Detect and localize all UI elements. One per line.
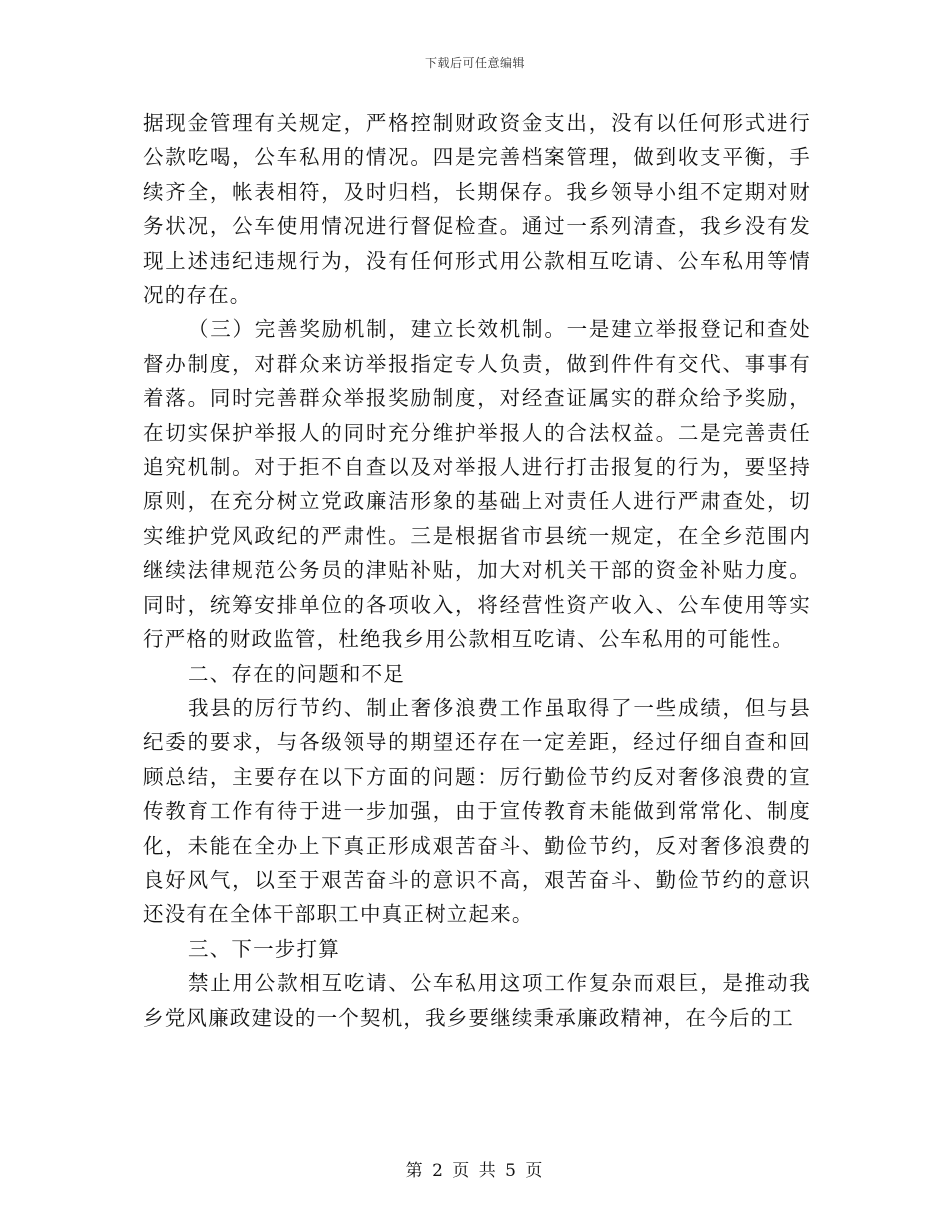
- section-heading-problems: 二、存在的问题和不足: [188, 661, 405, 686]
- page-number-footer: 第 2 页 共 5 页: [405, 1161, 545, 1181]
- paragraph-continuation: 据现金管理有关规定，严格控制财政资金支出，没有以任何形式进行公款吃喝，公车私用的情况。四是完善档案管理，做到收支平衡，手续齐全，帐表相符，及时归档，长期保存。我乡领导小组不定期对财务状况，公车使用情况进行督促检查。通过一系列清查，我乡没有发现上述违纪违规行为，没有任何形式用公款相互吃请、公车私用等情况的存在。: [143, 111, 811, 308]
- paragraph-next-steps: 禁止用公款相互吃请、公车私用这项工作复杂而艰巨，是推动我乡党风廉政建设的一个契机，我乡要继续秉承廉政精神，在今后的工: [143, 971, 811, 1030]
- section-heading-next-steps: 三、下一步打算: [188, 936, 340, 961]
- paragraph-problems: 我县的厉行节约、制止奢侈浪费工作虽取得了一些成绩，但与县纪委的要求，与各级领导的期望还存在一定差距，经过仔细自查和回顾总结，主要存在以下方面的问题：厉行勤俭节约反对奢侈浪费的宣传教育工作有待于进一步加强，由于宣传教育未能做到常常化、制度化，未能在全办上下真正形成艰苦奋斗、勤俭节约，反对奢侈浪费的良好风气，以至于艰苦奋斗的意识不高，艰苦奋斗、勤俭节约的意识还没有在全体干部职工中真正树立起来。: [143, 695, 811, 927]
- document-body: [143, 106, 811, 1035]
- page-header: 下载后可任意编辑: [424, 56, 525, 70]
- paragraph-incentive-mechanism: （三）完善奖励机制，建立长效机制。一是建立举报登记和查处督办制度，对群众来访举报指定专人负责，做到件件有交代、事事有着落。同时完善群众举报奖励制度，对经查证属实的群众给予奖励，在切实保护举报人的同时充分维护举报人的合法权益。二是完善责任追究机制。对于拒不自查以及对举报人进行打击报复的行为，要坚持原则，在充分树立党政廉洁形象的基础上对责任人进行严肃查处，切实维护党风政纪的严肃性。三是根据省市县统一规定，在全乡范围内继续法律规范公务员的津贴补贴，加大对机关干部的资金补贴力度。同时，统筹安排单位的各项收入，将经营性资产收入、公车使用等实行严格的财政监管，杜绝我乡用公款相互吃请、公车私用的可能性。: [143, 317, 811, 652]
